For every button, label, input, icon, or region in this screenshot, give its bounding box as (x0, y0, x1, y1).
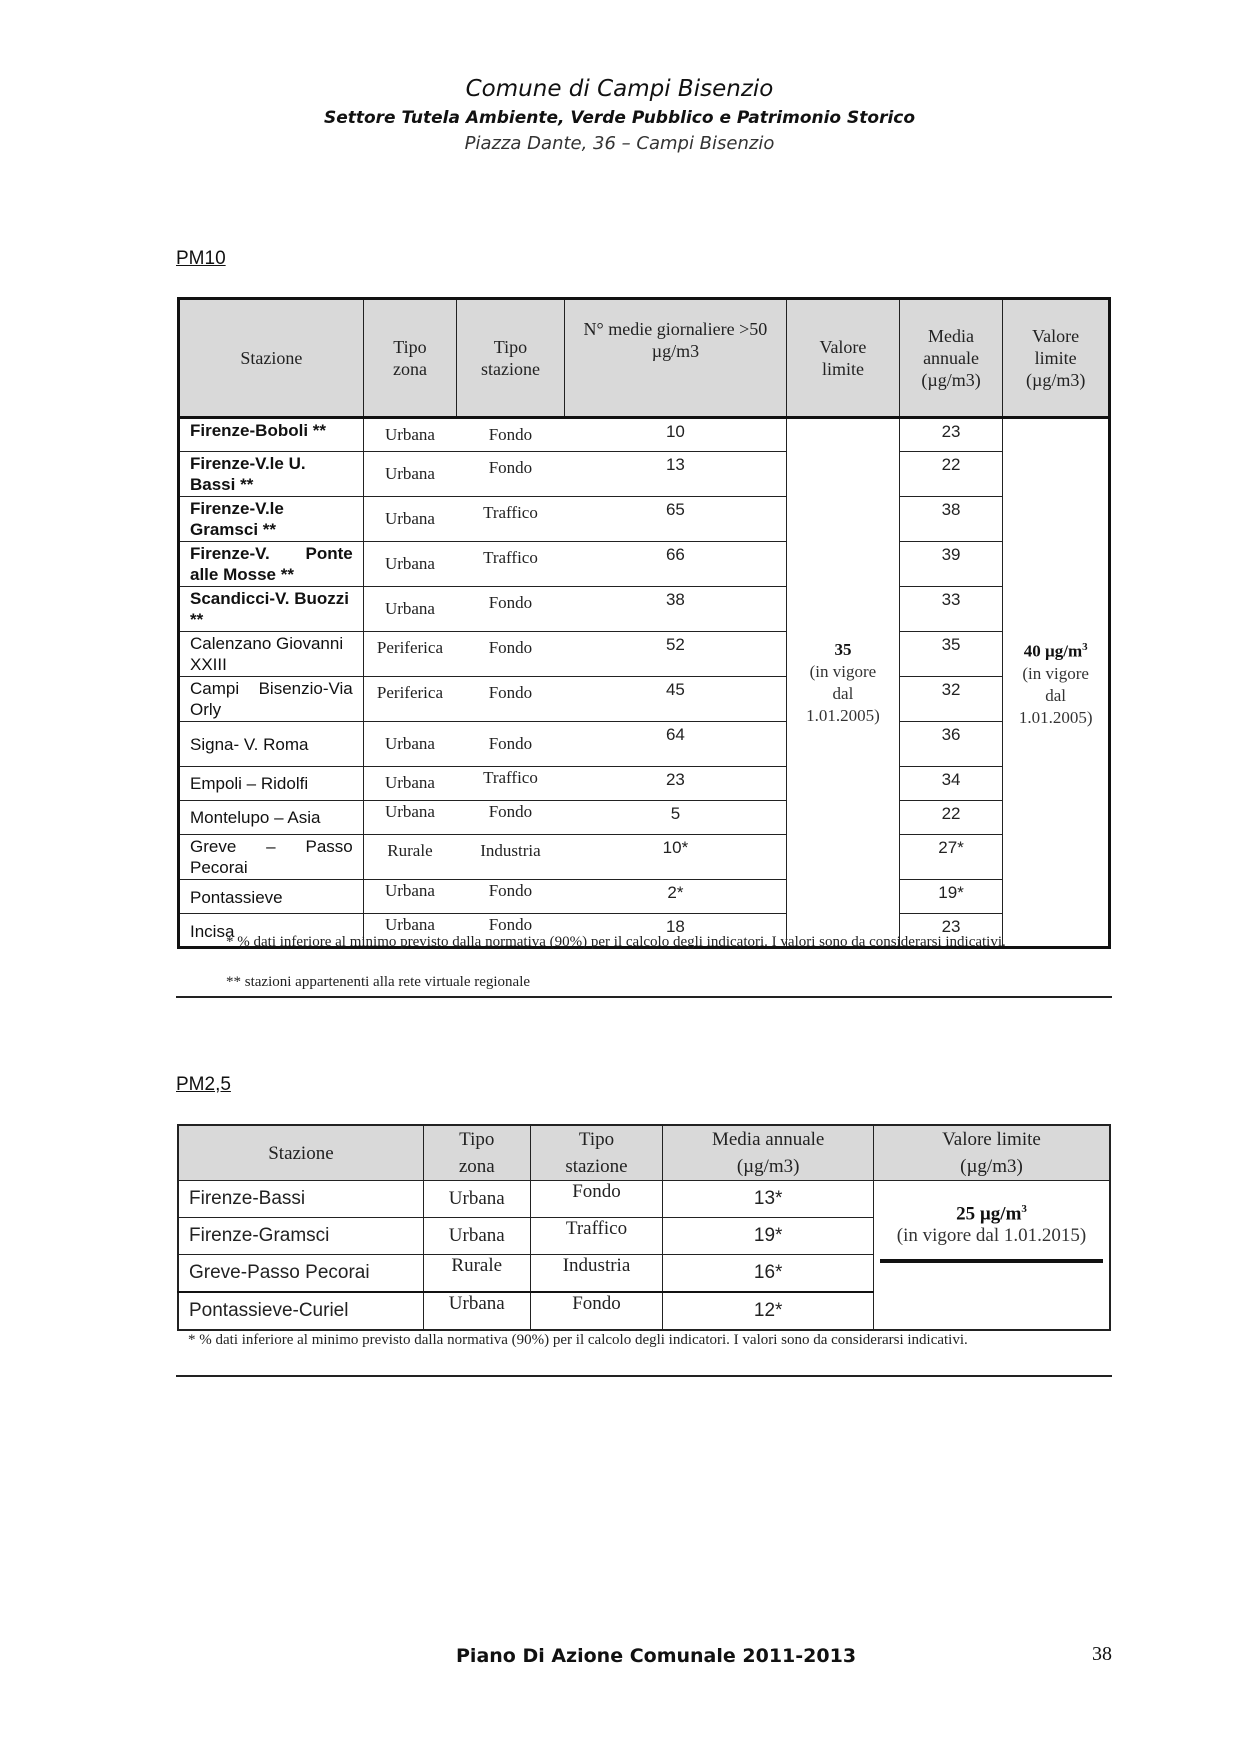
pm25-limit-rule (880, 1259, 1103, 1263)
station-name: Firenze-Bassi (178, 1181, 423, 1218)
pm25-table (177, 1124, 1111, 1331)
table-row (179, 632, 1110, 677)
table-row (179, 418, 1110, 452)
annual-limit-note-1: (in vigore (1022, 663, 1089, 683)
pm10-col-annual-mean-label: Media annuale (µg/m3) (921, 326, 981, 390)
days-over-limit: 52 (564, 632, 786, 677)
pm25-col-zone (423, 1125, 530, 1181)
annual-mean: 27* (899, 835, 1003, 880)
station-type: Industria (530, 1255, 663, 1293)
station-type: Fondo (457, 722, 565, 767)
pm25-col-type-label: Tipo stazione (565, 1129, 628, 1177)
annual-mean: 19* (899, 880, 1003, 914)
annual-mean: 23 (899, 418, 1003, 452)
station-name: Greve-Passo Pecorai (178, 1255, 423, 1293)
station-type: Fondo (457, 418, 565, 452)
pm10-col-annual-limit (1003, 299, 1110, 418)
station-name: Greve – Passo Pecorai (179, 835, 364, 880)
pm10-col-station: Stazione (179, 299, 364, 418)
annual-limit-value (1003, 636, 1108, 663)
pm25-limit (874, 1181, 1111, 1331)
station-name: Montelupo – Asia (179, 801, 364, 835)
station-type: Fondo (457, 914, 565, 948)
station-type: Industria (457, 835, 565, 880)
station-type: Fondo (530, 1181, 663, 1218)
table-row (179, 801, 1110, 835)
table-row (178, 1181, 1110, 1218)
pm10-section-label: PM10 (176, 248, 226, 269)
annual-mean: 35 (899, 632, 1003, 677)
annual-mean: 38 (899, 497, 1003, 542)
zone-type: Periferica (363, 677, 456, 722)
annual-mean: 16* (663, 1255, 874, 1293)
station-name: Campi Bisenzio-Via Orly (179, 677, 364, 722)
pm25-limit-superscript: 3 (1021, 1203, 1027, 1215)
zone-type: Rurale (363, 835, 456, 880)
daily-limit-note-3: 1.01.2005) (806, 705, 880, 725)
pm10-col-days (564, 299, 786, 418)
station-type: Fondo (457, 801, 565, 835)
days-over-limit: 23 (564, 767, 786, 801)
days-over-limit: 5 (564, 801, 786, 835)
days-over-limit: 18 (564, 914, 786, 948)
table-row (179, 722, 1110, 767)
table-row (179, 542, 1110, 587)
station-name: Scandicci-V. Buozzi ** (179, 587, 364, 632)
pm10-col-annual-limit-label: Valore limite (µg/m3) (1025, 326, 1086, 390)
station-type: Fondo (457, 587, 565, 632)
pm25-section-label: PM2,5 (176, 1074, 231, 1095)
pm10-col-annual-mean (899, 299, 1003, 418)
annual-mean: 13* (663, 1181, 874, 1218)
footer-title: Piano Di Azione Comunale 2011-2013 (456, 1645, 857, 1667)
pm25-col-type (530, 1125, 663, 1181)
annual-mean: 23 (899, 914, 1003, 948)
days-over-limit: 64 (564, 722, 786, 767)
station-name: Pontassieve-Curiel (178, 1292, 423, 1330)
station-name: Signa- V. Roma (179, 722, 364, 767)
pm10-annual-limit (1003, 418, 1110, 948)
station-name: Incisa (179, 914, 364, 948)
days-over-limit: 65 (564, 497, 786, 542)
station-type: Traffico (457, 542, 565, 587)
pm25-limit-note: (in vigore dal 1.01.2015) (896, 1225, 1087, 1247)
station-name: Firenze-Boboli ** (179, 418, 364, 452)
table-row (179, 767, 1110, 801)
pm10-col-daily-limit (787, 299, 900, 418)
annual-mean: 22 (899, 452, 1003, 497)
days-over-limit: 10 (564, 418, 786, 452)
days-over-limit: 13 (564, 452, 786, 497)
station-name: Pontassieve (179, 880, 364, 914)
zone-type: Urbana (363, 722, 456, 767)
pm10-col-type (457, 299, 565, 418)
station-name: Firenze-V.le Gramsci ** (179, 497, 364, 542)
annual-mean: 12* (663, 1292, 874, 1330)
annual-limit-note-2: dal (1045, 685, 1067, 705)
pm25-col-annual-mean-label: Media annuale (µg/m3) (711, 1129, 825, 1177)
pm25-header-row (178, 1125, 1110, 1181)
table-row (179, 835, 1110, 880)
annual-mean: 36 (899, 722, 1003, 767)
annual-mean: 33 (899, 587, 1003, 632)
station-name: Firenze-Gramsci (178, 1218, 423, 1255)
zone-type: Urbana (363, 880, 456, 914)
annual-mean: 22 (899, 801, 1003, 835)
daily-limit-note-1: (in vigore (809, 661, 877, 681)
annual-limit-superscript: 3 (1082, 641, 1088, 654)
pm25-col-zone-label: Tipo zona (458, 1129, 495, 1177)
pm10-header-row (179, 299, 1110, 418)
station-name: Firenze-V.le U. Bassi ** (179, 452, 364, 497)
zone-type: Urbana (363, 767, 456, 801)
pm10-col-daily-limit-label: Valore limite (819, 337, 867, 379)
pm25-limit-value (874, 1203, 1109, 1225)
station-type: Fondo (457, 880, 565, 914)
document-address: Piazza Dante, 36 – Campi Bisenzio (464, 133, 775, 154)
pm25-footnote: * % dati inferiore al minimo previsto dalla normativa (90%) per il calcolo degli indicatori. I valori sono da considerarsi indicativi. (188, 1332, 968, 1348)
days-over-limit: 45 (564, 677, 786, 722)
pm25-col-limit-label: Valore limite (µg/m3) (942, 1129, 1041, 1177)
table-row (179, 677, 1110, 722)
station-type: Fondo (457, 452, 565, 497)
annual-mean: 34 (899, 767, 1003, 801)
document-title: Comune di Campi Bisenzio (465, 76, 774, 102)
pm25-col-annual-mean (663, 1125, 874, 1181)
table-row (179, 497, 1110, 542)
pm10-daily-limit (787, 418, 900, 948)
zone-type: Urbana (363, 801, 456, 835)
pm10-footnote-1: * % dati inferiore al minimo previsto dalla normativa (90%) per il calcolo degli indicatori. I valori sono da considerarsi indicativi. (226, 934, 1006, 950)
station-name: Firenze-V. Ponte alle Mosse ** (179, 542, 364, 587)
pm25-col-station: Stazione (178, 1125, 423, 1181)
daily-limit-note-2: dal (832, 683, 854, 703)
pm10-col-zone-label: Tipo zona (392, 337, 427, 379)
pm10-footnote-2: ** stazioni appartenenti alla rete virtuale regionale (226, 974, 531, 990)
table-row (179, 587, 1110, 632)
zone-type: Rurale (423, 1255, 530, 1293)
zone-type: Urbana (363, 418, 456, 452)
station-name: Empoli – Ridolfi (179, 767, 364, 801)
annual-mean: 32 (899, 677, 1003, 722)
days-over-limit: 66 (564, 542, 786, 587)
zone-type: Urbana (423, 1181, 530, 1218)
station-type: Traffico (530, 1218, 663, 1255)
document-subtitle: Settore Tutela Ambiente, Verde Pubblico e Patrimonio Storico (323, 108, 916, 128)
station-type: Traffico (457, 767, 565, 801)
annual-mean: 39 (899, 542, 1003, 587)
station-type: Fondo (457, 632, 565, 677)
page-number: 38 (1092, 1643, 1112, 1665)
zone-type: Urbana (363, 587, 456, 632)
annual-limit-number: 40 µg/m (1023, 641, 1083, 661)
annual-limit-note-3: 1.01.2005) (1018, 707, 1093, 727)
pm10-col-zone (363, 299, 456, 418)
zone-type: Urbana (423, 1292, 530, 1330)
zone-type: Urbana (363, 452, 456, 497)
pm25-col-limit (874, 1125, 1111, 1181)
days-over-limit: 10* (564, 835, 786, 880)
days-over-limit: 38 (564, 587, 786, 632)
station-type: Fondo (457, 677, 565, 722)
pm25-section-divider (176, 1375, 1112, 1377)
table-row (179, 452, 1110, 497)
days-over-limit: 2* (564, 880, 786, 914)
table-row (179, 880, 1110, 914)
annual-mean: 19* (663, 1218, 874, 1255)
pm25-limit-number: 25 µg/m (956, 1203, 1022, 1225)
station-type: Fondo (530, 1292, 663, 1330)
zone-type: Urbana (363, 914, 456, 948)
zone-type: Urbana (363, 497, 456, 542)
station-type: Traffico (457, 497, 565, 542)
pm10-table (177, 297, 1111, 949)
pm10-col-days-label: N° medie giornaliere >50 µg/m3 (583, 319, 768, 361)
station-name: Calenzano Giovanni XXIII (179, 632, 364, 677)
zone-type: Urbana (363, 542, 456, 587)
daily-limit-value: 35 (834, 639, 852, 659)
pm10-col-type-label: Tipo stazione (480, 337, 540, 379)
zone-type: Periferica (363, 632, 456, 677)
zone-type: Urbana (423, 1218, 530, 1255)
pm10-section-divider (176, 996, 1112, 998)
